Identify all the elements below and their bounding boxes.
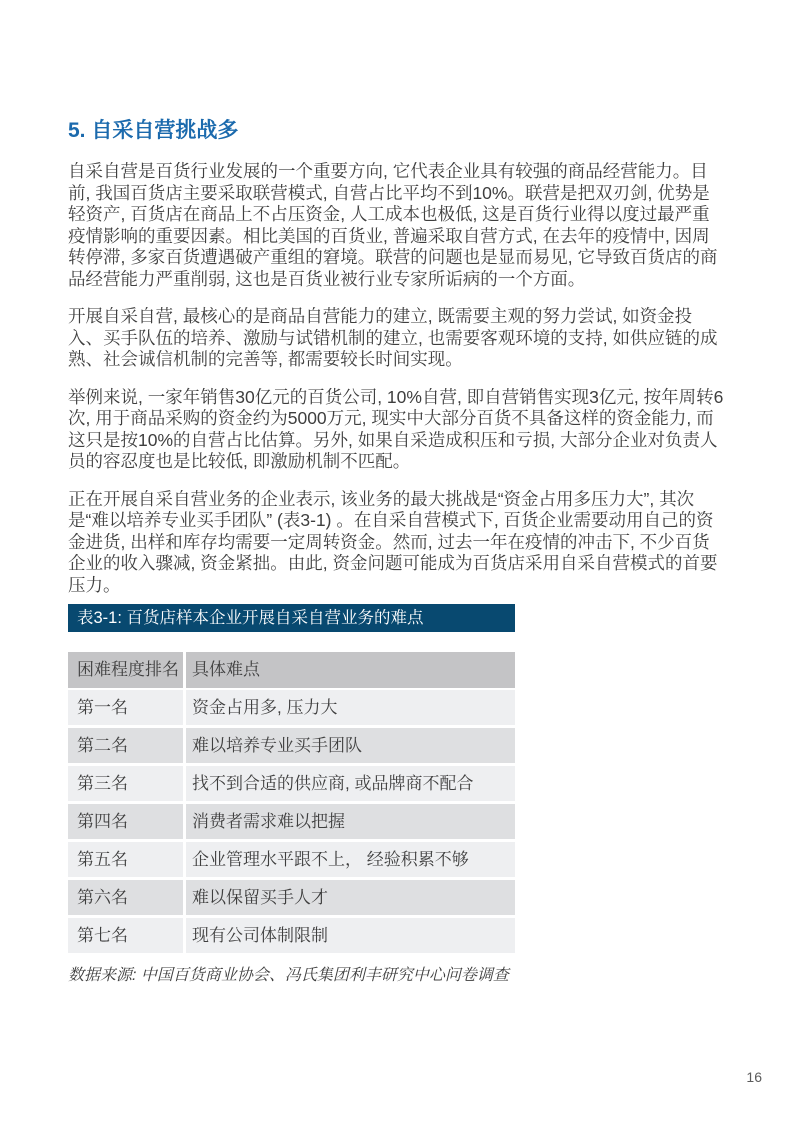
table-row [68,804,515,839]
section-heading: 5. 自采自营挑战多 [68,119,239,142]
paragraph: 自采自营是百货行业发展的一个重要方向, 它代表企业具有较强的商品经营能力。目前, 我国百货店主要采取联营模式, 自营占比平均不到10%。联营是把双刃剑, 优势是轻资产, 百货店在商品上不占压资金, 人工成本也极低, 这是百货行业得以度过最严重疫情影响的重要因素。相比美国的百货业, 普遍采取自营方式, 在去年的疫情中, 因周转停滞, 多家百货遭遇破产重组的窘境。联营的问题也是显而易见, 它导致百货店的商品经营能力严重削弱, 这也是百货业被行业专家所诟病的一个方面。 [68,161,718,289]
difficulty-cell: 难以培养专业买手团队 [186,728,515,763]
table-row [68,918,515,953]
table-row [68,880,515,915]
column-header-difficulty: 具体难点 [186,652,515,688]
rank-cell: 第六名 [68,880,183,915]
table-3-1 [68,604,515,956]
table-row [68,690,515,725]
rank-cell: 第五名 [68,842,183,877]
paragraph: 正在开展自采自营业务的企业表示, 该业务的最大挑战是“资金占用多压力大”, 其次是“难以培养专业买手团队” (表3-1) 。在自采自营模式下, 百货企业需要动用自己的资金进货, 出样和库存均需要一定周转资金。然而, 过去一年在疫情的冲击下, 不少百货企业的收入骤减, 资金紧拙。由此, 资金问题可能成为百货店采用自采自营模式的首要压力。 [68,488,718,595]
difficulty-cell: 找不到合适的供应商, 或品牌商不配合 [186,766,515,801]
table-row [68,842,515,877]
rank-cell: 第七名 [68,918,183,953]
table-row [68,728,515,763]
difficulty-cell: 现有公司体制限制 [186,918,515,953]
paragraph: 举例来说, 一家年销售30亿元的百货公司, 10%自营, 即自营销售实现3亿元, 按年周转6次, 用于商品采购的资金约为5000万元, 现实中大部分百货不具备这样的资金能力, 而这只是按10%的自营占比估算。另外, 如果自采造成积压和亏损, 大部分企业对负责人员的容忍度也是比较低, 即激励机制不匹配。 [68,386,724,471]
table-row [68,766,515,801]
difficulty-cell: 难以保留买手人才 [186,880,515,915]
page-number: 16 [746,1069,762,1085]
difficulty-cell: 企业管理水平跟不上， 经验积累不够 [186,842,515,877]
paragraph: 开展自采自营, 最核心的是商品自营能力的建立, 既需要主观的努力尝试, 如资金投入、买手队伍的培养、激励与试错机制的建立, 也需要客观环境的支持, 如供应链的成熟、社会诚信机制的完善等, 都需要较长时间实现。 [68,306,718,369]
data-source-note: 数据来源: 中国百货商业协会、冯氏集团利丰研究中心问卷调查 [68,967,509,984]
rank-cell: 第三名 [68,766,183,801]
article [68,0,726,612]
rank-cell: 第四名 [68,804,183,839]
table-body [68,690,515,953]
table-header-row [68,652,515,688]
rank-cell: 第二名 [68,728,183,763]
difficulty-cell: 消费者需求难以把握 [186,804,515,839]
difficulty-cell: 资金占用多, 压力大 [186,690,515,725]
table-title-bar: 表3-1: 百货店样本企业开展自采自营业务的难点 [68,604,515,632]
rank-cell: 第一名 [68,690,183,725]
body-paragraphs [68,161,726,596]
column-header-rank: 困难程度排名 [68,652,183,688]
